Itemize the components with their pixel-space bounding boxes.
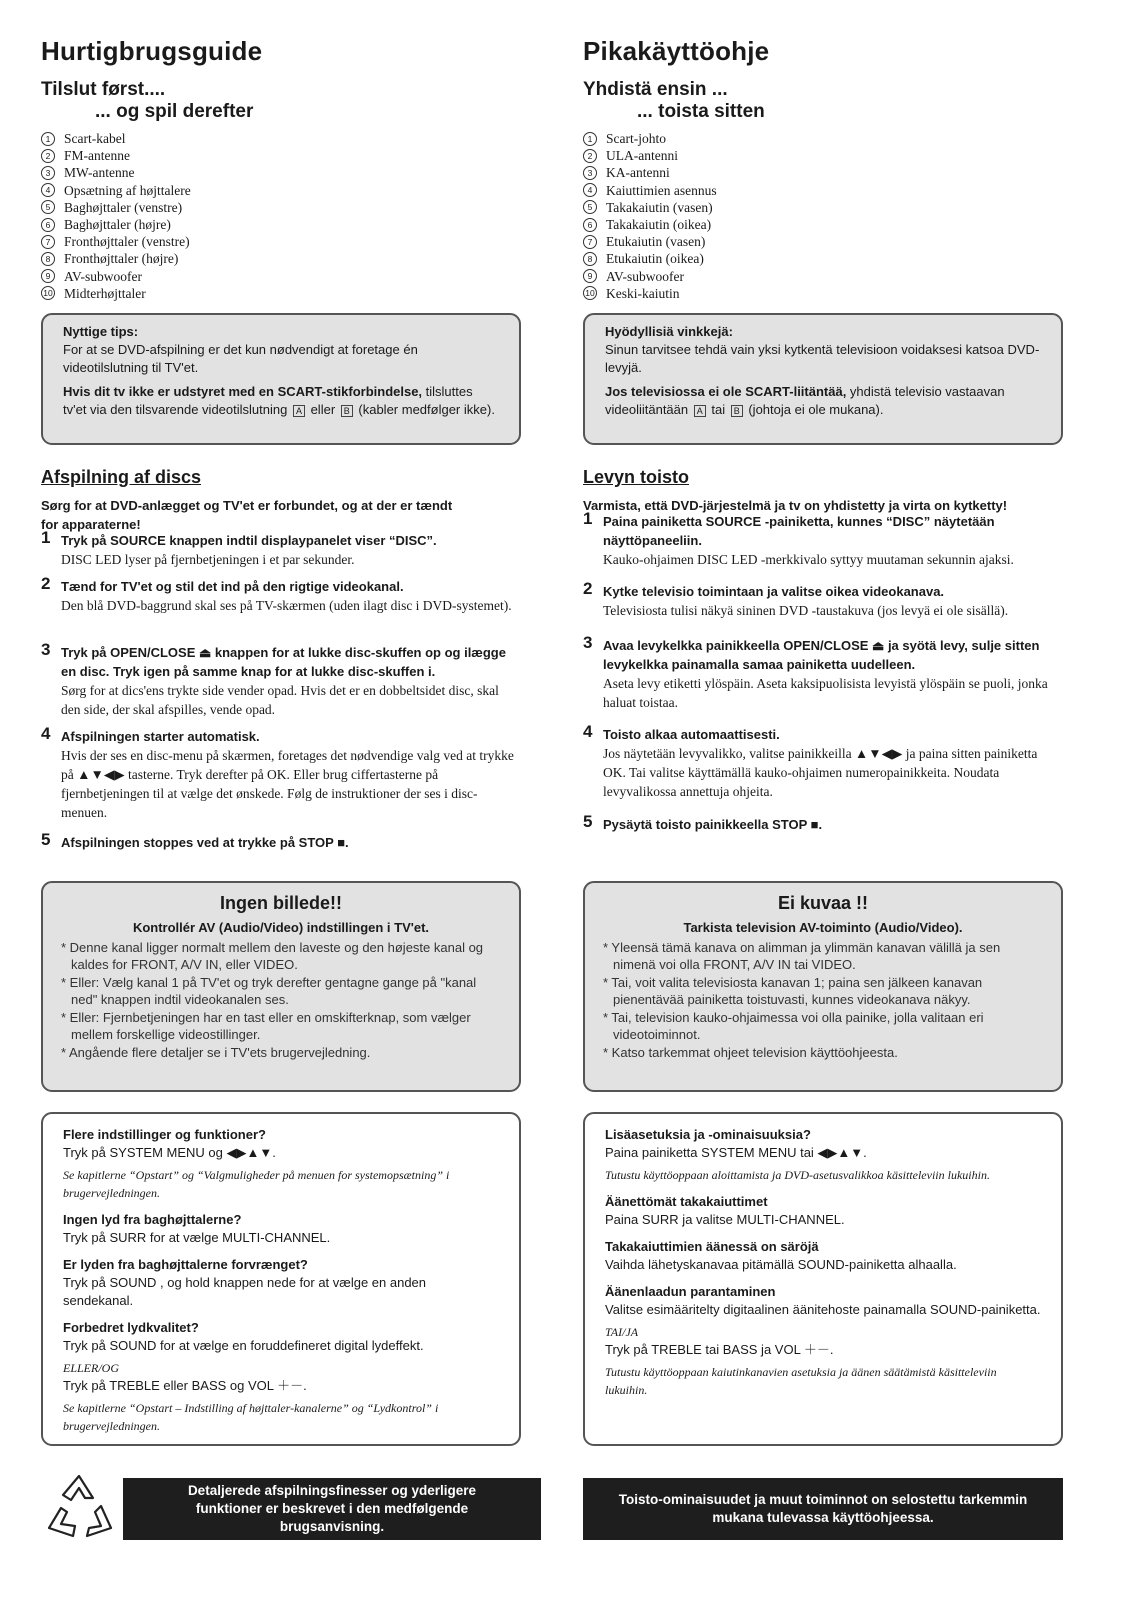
list-item: 2 ULA-antenni	[583, 147, 1063, 164]
step-2: 2 Tænd for TV'et og stil det ind på den rigtige videokanal. Den blå DVD-baggrund skal ses på TV-skærmen (uden ilagt disc i DVD-systemet).	[41, 574, 512, 613]
step-1: 1 Tryk på SOURCE knappen indtil displaypanelet viser “DISC”. DISC LED lyser på fjernbetjeningen i et par sekunder.	[41, 528, 437, 567]
step-3: 3 Tryk på OPEN/CLOSE ⏏ knappen for at lukke disc-skuffen op og ilægge en disc. Tryk igen på samme knap for at lukke disc-skuffen i. Sørg for at dics'ens trykte side vender opad. Hvis det er en dobbeltsidet disc, skal den side, der skal afspilles, vende opad.	[41, 640, 506, 717]
step-1: 1 Paina painiketta SOURCE -painiketta, kunnes “DISC” näytetään näyttöpaneeliin. Kauko-ohjaimen DISC LED -merkkivalo syttyy muutaman sekunnin ajaksi.	[583, 509, 1014, 567]
faq-question: Ingen lyd fra baghøjttalerne?	[63, 1212, 242, 1227]
list-item: * Yleensä tämä kanava on alimman ja ylimmän kanavan välillä ja sen nimenä voi olla FRONT, A/V IN tai VIDEO.	[603, 940, 1001, 972]
subtitle-play: ... toista sitten	[637, 101, 765, 122]
list-item: 5 Baghøjttaler (venstre)	[41, 199, 521, 216]
tips-text: (kabler medfølger ikke).	[354, 402, 495, 417]
list-item: 4 Kaiuttimien asennus	[583, 182, 1063, 199]
list-item: 5 Takakaiutin (vasen)	[583, 199, 1063, 216]
faq-answer: Tryk på SOUND for at vælge en foruddefineret digital lydeffekt.	[63, 1338, 424, 1353]
list-item: 10 Keski-kaiutin	[583, 285, 1063, 302]
section-title: Levyn toisto	[583, 467, 690, 487]
list-item: 10 Midterhøjttaler	[41, 285, 521, 302]
tips-text: tai	[707, 402, 729, 417]
tips-text: For at se DVD-afspilning er det kun nødvendigt at foretage én videotilslutning til TV'et.	[63, 342, 418, 375]
faq-answer: Tryk på TREBLE eller BASS og VOL ＋－.	[63, 1378, 307, 1393]
tips-text: yhdistä televisio vastaavan videoliitäntään	[605, 384, 1005, 417]
tips-box	[583, 313, 1063, 445]
footer-note: Toisto-ominaisuudet ja muut toiminnot on selostettu tarkemmin mukana tulevassa käyttöohjeessa.	[583, 1478, 1063, 1540]
faq-answer: Tryk på SOUND , og hold knappen nede for at vælge en anden sendekanal.	[63, 1275, 427, 1308]
faq-question: Flere indstillinger og funktioner?	[63, 1127, 266, 1142]
list-item: 7 Etukaiutin (vasen)	[583, 233, 1063, 250]
faq-question: Forbedret lydkvalitet?	[63, 1320, 199, 1335]
list-item: * Tai, television kauko-ohjaimessa voi olla painike, jolla valitaan eri videotoiminnot.	[603, 1010, 984, 1042]
no-picture-box	[583, 881, 1063, 1092]
subtitle-connect: Yhdistä ensin ...	[583, 79, 728, 100]
connector-a-icon: A	[694, 405, 706, 417]
list-item: 8 Etukaiutin (oikea)	[583, 250, 1063, 267]
step-4: 4 Toisto alkaa automaattisesti. Jos näytetään levyvalikko, valitse painikkeilla ▲▼◀▶ ja paina sitten painiketta OK. Tai valitse käyttämällä kauko-ohjaimen numeropainikkeita. Noudata levyvalikossa annettuja ohjeita.	[583, 722, 1038, 799]
no-picture-subtitle: Tarkista television AV-toiminto (Audio/Video).	[683, 920, 963, 935]
faq-answer: Tryk på SURR for at vælge MULTI-CHANNEL.	[63, 1230, 331, 1245]
list-item: 8 Fronthøjttaler (højre)	[41, 250, 521, 267]
parts-list	[41, 130, 521, 302]
faq-answer: Vaihda lähetyskanavaa pitämällä SOUND-painiketta alhaalla.	[605, 1257, 957, 1272]
subtitle-play: ... og spil derefter	[95, 101, 254, 122]
step-5: 5 Afspilningen stoppes ved at trykke på STOP ■.	[41, 830, 349, 850]
tips-box	[41, 313, 521, 445]
faq-answer: Tryk på SYSTEM MENU og ◀▶▲▼.	[63, 1145, 276, 1160]
section-intro: Sørg for at DVD-anlægget og TV'et er forbundet, og at der er tændt for apparaterne!	[41, 498, 453, 532]
no-picture-title: Ei kuvaa !!	[777, 893, 869, 913]
no-picture-subtitle: Kontrollér AV (Audio/Video) indstillingen i TV'et.	[132, 920, 430, 935]
parts-list	[583, 130, 1063, 302]
list-item: 1 Scart-kabel	[41, 130, 521, 147]
connector-b-icon: B	[341, 405, 353, 417]
connector-b-icon: B	[731, 405, 743, 417]
tips-text-bold: Hvis dit tv ikke er udstyret med en SCART-stikforbindelse,	[63, 384, 423, 399]
list-item: 3 KA-antenni	[583, 164, 1063, 181]
tips-heading: Hyödyllisiä vinkkejä:	[605, 324, 733, 339]
more-settings-box	[583, 1112, 1063, 1446]
tips-heading: Nyttige tips:	[63, 324, 139, 339]
no-picture-title: Ingen billede!!	[219, 893, 342, 913]
section-intro: Varmista, että DVD-järjestelmä ja tv on yhdistetty ja virta on kytketty!	[583, 498, 1008, 513]
faq-note: Se kapitlerne “Opstart” og “Valgmuligheder på menuen for systemopsætning” i brugervejledningen.	[63, 1168, 450, 1200]
no-picture-box	[41, 881, 521, 1092]
section-title: Afspilning af discs	[41, 467, 202, 487]
list-item: 6 Takakaiutin (oikea)	[583, 216, 1063, 233]
list-item: * Angående flere detaljer se i TV'ets brugervejledning.	[61, 1045, 371, 1060]
faq-question: Er lyden fra baghøjttalerne forvrænget?	[63, 1257, 308, 1272]
step-5: 5 Pysäytä toisto painikkeella STOP ■.	[583, 812, 823, 832]
list-item: * Denne kanal ligger normalt mellem den laveste og den højeste kanal og kaldes for FRONT, A/V IN, eller VIDEO.	[61, 940, 484, 972]
step-3: 3 Avaa levykelkka painikkeella OPEN/CLOSE ⏏ ja syötä levy, sulje sitten levykelkka painamalla samaa painiketta uudelleen. Aseta levy etiketti ylöspäin. Aseta kaksipuolisista levyistä ylöspäin se puoli, jonka haluat toistaa.	[583, 633, 1048, 710]
faq-question: Lisäasetuksia ja -ominaisuuksia?	[605, 1127, 811, 1142]
subtitle-connect: Tilslut først....	[41, 79, 166, 100]
faq-answer: Paina SURR ja valitse MULTI-CHANNEL.	[605, 1212, 845, 1227]
tips-text: Sinun tarvitsee tehdä vain yksi kytkentä televisioon voidaksesi katsoa DVD-levyjä.	[605, 342, 1040, 375]
faq-or: ELLER/OG	[63, 1361, 120, 1375]
list-item: 7 Fronthøjttaler (venstre)	[41, 233, 521, 250]
list-item: 1 Scart-johto	[583, 130, 1063, 147]
step-2: 2 Kytke televisio toimintaan ja valitse oikea videokanava. Televisiosta tulisi näkyä sininen DVD -taustakuva (jos levyä ei ole sisällä).	[583, 579, 1009, 618]
list-item: 9 AV-subwoofer	[583, 268, 1063, 285]
tips-text: (johtoja ei ole mukana).	[744, 402, 884, 417]
footer-note: Detaljerede afspilningsfinesser og yderligere funktioner er beskrevet i den medfølgende brugsanvisning.	[123, 1478, 541, 1540]
tips-text: tilsluttes tv'et via den tilsvarende videotilslutning	[63, 384, 473, 417]
list-item: * Katso tarkemmat ohjeet television käyttöohjeesta.	[603, 1045, 898, 1060]
connector-a-icon: A	[293, 405, 305, 417]
tips-text-bold: Jos televisiossa ei ole SCART-liitäntää,	[605, 384, 847, 399]
list-item: * Tai, voit valita televisiosta kanavan 1; paina sen jälkeen kanavan pienentävää painiketta toistuvasti, kunnes videokanava näkyy.	[603, 975, 983, 1007]
step-4: 4 Afspilningen starter automatisk. Hvis der ses en disc-menu på skærmen, foretages det nødvendige valg ved at trykke på ▲▼◀▶ tasterne. Tryk derefter på OK. Eller brug ciffertasterne på fjernbetjeningen til at vælge det ønskede. Følg de instruktioner der ses i disc-menuen.	[41, 724, 514, 820]
list-item: 2 FM-antenne	[41, 147, 521, 164]
faq-note: Se kapitlerne “Opstart – Indstilling af højttaler-kanalerne” og “Lydkontrol” i brugervejledningen.	[63, 1401, 439, 1433]
list-item: * Eller: Fjernbetjeningen har en tast eller en omskifterknap, som vælger mellem forskellige videostillinger.	[61, 1010, 471, 1042]
recycle-icon	[41, 1470, 117, 1546]
faq-question: Äänettömät takakaiuttimet	[605, 1194, 768, 1209]
faq-note: Tutustu käyttöoppaan aloittamista ja DVD-asetusvalikkoa käsitteleviin lukuihin.	[605, 1168, 990, 1182]
faq-note: Tutustu käyttöoppaan kaiutinkanavien asetuksia ja äänen säätämistä käsitteleviin lukuihin.	[605, 1365, 997, 1397]
list-item: * Eller: Vælg kanal 1 på TV'et og tryk derefter gentagne gange på "kanal ned" knappen indtil videokanalen ses.	[61, 975, 477, 1007]
list-item: 3 MW-antenne	[41, 164, 521, 181]
faq-question: Äänenlaadun parantaminen	[605, 1284, 776, 1299]
faq-question: Takakaiuttimien äänessä on säröjä	[605, 1239, 819, 1254]
list-item: 4 Opsætning af højttalere	[41, 182, 521, 199]
page-title: Hurtigbrugsguide	[41, 36, 263, 66]
list-item: 6 Baghøjttaler (højre)	[41, 216, 521, 233]
tips-text: eller	[306, 402, 339, 417]
faq-answer: Valitse esimääritelty digitaalinen äänitehoste painamalla SOUND-painiketta.	[605, 1302, 1041, 1317]
page-title: Pikakäyttöohje	[583, 36, 770, 66]
faq-or: TAI/JA	[605, 1325, 639, 1339]
faq-answer: Tryk på TREBLE tai BASS ja VOL ＋－.	[605, 1342, 834, 1357]
list-item: 9 AV-subwoofer	[41, 268, 521, 285]
more-settings-box	[41, 1112, 521, 1446]
faq-answer: Paina painiketta SYSTEM MENU tai ◀▶▲▼.	[605, 1145, 867, 1160]
